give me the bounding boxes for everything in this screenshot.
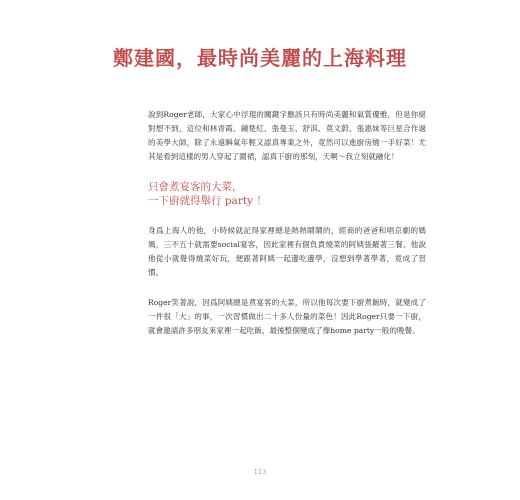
page-title: 鄭建國，最時尚美麗的上海料理 xyxy=(113,46,407,70)
section-subheading xyxy=(148,180,428,208)
intro-paragraph: 說到Roger老師，大家心中浮現的關鍵字應該只有時尚美麗和氣質優雅，但是你絕對想不到，這位和林青霞、鍾楚紅、張曼玉、舒淇、莫文蔚、張惠妹等巨星合作過的美學大師，除了永遠瞬氣年輕又認真專業之外，竟然可以進廚房燒一手好菜！尤其是看到這樣的男人穿起了圍裙，認真下廚的那刻，天啊～我立刻就融化！ xyxy=(148,110,426,161)
body-paragraph-3: Roger笑著說，因爲阿姨總是煮宴客的大菜，所以他每次要下廚煮飯時，就變成了一件很「大」的事，一次習慣做出二十多人份量的菜色！因此Roger只要一下廚，就會邀請許多朋友來家裡一起吃飯，最後整個變成了像home party一般的晚餐。 xyxy=(148,298,426,335)
body-paragraph-2: 身爲上海人的他，小時候就記得家裡總是熱熱鬧鬧的，經商的爸爸和唱京劇的媽媽，三不五十就需要social宴客，因此家裡有個負責燒菜的阿姨張羅著三餐。他說他從小就覺得燒菜好玩，便跟著阿姨一起邊吃邊學，沒想到學著學著，竟成了習慣。 xyxy=(148,226,426,277)
subheading-line-1: 只會煮宴客的大菜， xyxy=(148,181,243,193)
subheading-line-2: 一下廚就得舉行 party ！ xyxy=(148,195,267,207)
page-number: 113 xyxy=(253,468,267,476)
